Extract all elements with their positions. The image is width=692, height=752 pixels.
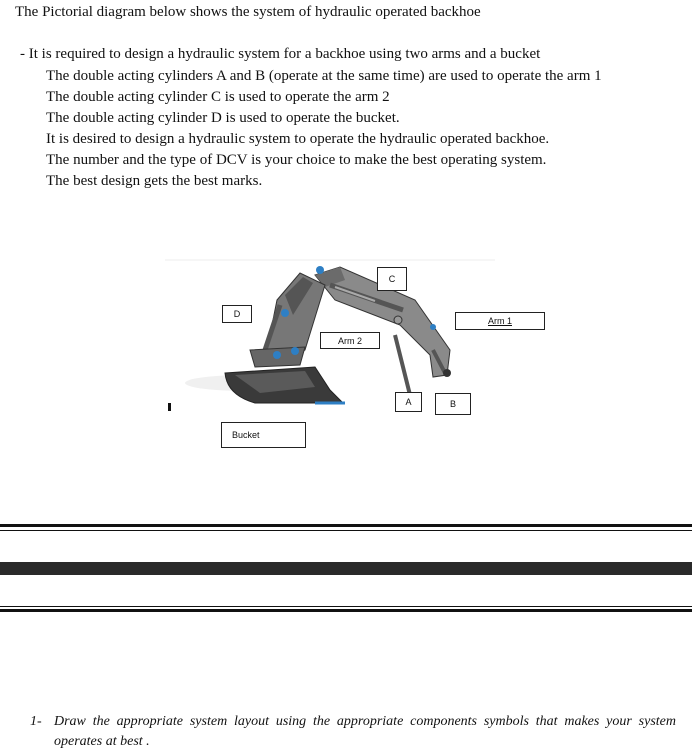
spec-line: The double acting cylinder D is used to operate the bucket. [46,110,400,126]
spec-line: The double acting cylinder C is used to operate the arm 2 [46,89,390,105]
bucket-label: Bucket [221,422,306,448]
separator-line [0,606,692,607]
spec-line: The double acting cylinders A and B (operate at the same time) are used to operate the arm 1 [46,68,602,84]
question-text: Draw the appropriate system layout using the appropriate components symbols that makes your system operates at best . [54,714,676,749]
cylinder-b-label: B [435,393,471,415]
cylinder-d-label: D [222,305,252,323]
spec-line: The best design gets the best marks. [46,173,263,189]
spec-line: It is desired to design a hydraulic system to operate the hydraulic operated backhoe. [46,131,550,147]
arm-1-label [455,312,545,330]
requirement-text: - It is required to design a hydraulic system for a backhoe using two arms and a bucket [20,46,541,62]
question-number: 1- [30,714,42,729]
separator-line [0,530,692,531]
arm-1-text: Arm 1 [487,316,512,326]
spec-line: The number and the type of DCV is your choice to make the best operating system. [46,152,547,168]
separator-band [0,562,692,575]
document-title: The Pictorial diagram below shows the system of hydraulic operated backhoe [15,4,481,20]
arm-2-label: Arm 2 [320,332,380,349]
backhoe-diagram [165,255,565,455]
cylinder-a-label: A [395,392,422,412]
cylinder-c-label: C [377,267,407,291]
separator-line [0,524,692,527]
separator-line [0,609,692,612]
